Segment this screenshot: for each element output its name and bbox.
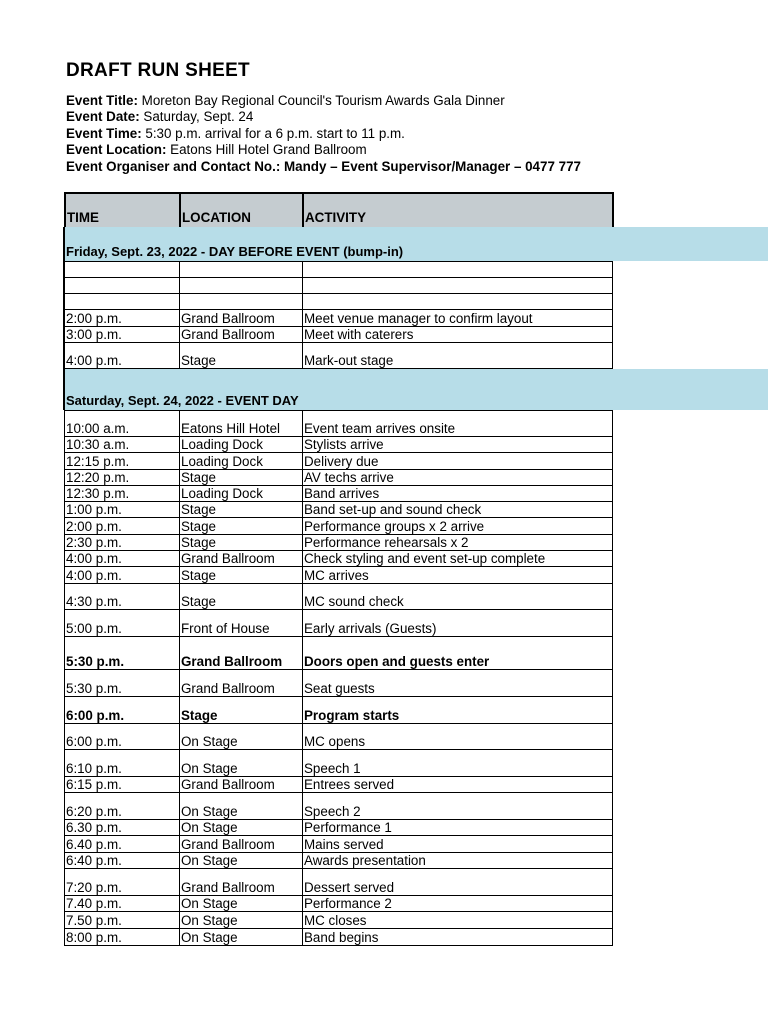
cell-location: On Stage <box>180 793 303 820</box>
schedule-row <box>65 502 613 518</box>
cell-time: 6:00 p.m. <box>65 724 180 750</box>
schedule-row <box>65 836 613 853</box>
cell-location: Grand Ballroom <box>180 777 303 793</box>
schedule-row <box>65 820 613 836</box>
cell-time: 8:00 p.m. <box>65 929 180 946</box>
schedule-row <box>65 670 613 697</box>
section-heading-saturday <box>64 369 768 410</box>
section-heading-friday-text: Friday, Sept. 23, 2022 - DAY BEFORE EVENT (bump-in) <box>66 244 404 259</box>
schedule-row <box>65 551 613 567</box>
saturday-schedule-table <box>64 410 613 946</box>
cell-activity: MC arrives <box>303 567 613 584</box>
cell-activity: Band set-up and sound check <box>303 502 613 518</box>
event-organiser-line <box>66 159 581 175</box>
cell-time: 5:30 p.m. <box>65 670 180 697</box>
cell-location: Stage <box>180 697 303 724</box>
cell-location: On Stage <box>180 929 303 946</box>
cell-time: 7:20 p.m. <box>65 869 180 896</box>
schedule-row <box>65 584 613 610</box>
event-date-line <box>66 109 581 125</box>
cell-location: Stage <box>180 518 303 535</box>
schedule-row <box>65 411 613 437</box>
event-title-label: Event Title: <box>66 93 138 108</box>
schedule-row <box>65 869 613 896</box>
cell-activity <box>303 294 613 310</box>
cell-activity: Meet with caterers <box>303 327 613 343</box>
cell-time: 6:20 p.m. <box>65 793 180 820</box>
schedule-row <box>65 929 613 946</box>
cell-time: 12:15 p.m. <box>65 453 180 470</box>
cell-time: 5:30 p.m. <box>65 637 180 670</box>
cell-location <box>180 262 303 278</box>
cell-activity: Performance rehearsals x 2 <box>303 535 613 551</box>
cell-location: Eatons Hill Hotel <box>180 411 303 437</box>
cell-activity: Awards presentation <box>303 853 613 869</box>
cell-time: 6:15 p.m. <box>65 777 180 793</box>
schedule-row <box>65 518 613 535</box>
column-header-time: TIME <box>65 193 180 228</box>
schedule-row <box>65 453 613 470</box>
run-sheet-header <box>64 192 614 229</box>
cell-location: Loading Dock <box>180 453 303 470</box>
schedule-row <box>65 777 613 793</box>
cell-time: 2:30 p.m. <box>65 535 180 551</box>
cell-time: 2:00 p.m. <box>65 518 180 535</box>
schedule-row <box>65 310 613 327</box>
cell-activity: Stylists arrive <box>303 437 613 453</box>
table-left-border <box>63 227 65 410</box>
cell-time: 4:30 p.m. <box>65 584 180 610</box>
cell-location: Loading Dock <box>180 437 303 453</box>
friday-schedule-table <box>64 261 613 369</box>
cell-location <box>180 278 303 294</box>
schedule-row <box>65 486 613 502</box>
cell-activity: Event team arrives onsite <box>303 411 613 437</box>
cell-time: 7.40 p.m. <box>65 896 180 912</box>
cell-location: Grand Ballroom <box>180 869 303 896</box>
cell-location: Grand Ballroom <box>180 327 303 343</box>
cell-time: 6.30 p.m. <box>65 820 180 836</box>
event-organiser-label: Event Organiser and Contact No.: Mandy – Event Supervisor/Manager – 0477 777 <box>66 158 581 174</box>
event-details <box>66 93 581 175</box>
schedule-row <box>65 896 613 912</box>
schedule-row <box>65 610 613 637</box>
schedule-row <box>65 437 613 453</box>
cell-location: On Stage <box>180 853 303 869</box>
page-title-text: DRAFT RUN SHEET <box>66 60 250 81</box>
cell-location: Grand Ballroom <box>180 551 303 567</box>
cell-activity: Seat guests <box>303 670 613 697</box>
column-header-location: LOCATION <box>180 193 303 228</box>
event-title-line <box>66 93 581 109</box>
cell-activity: Speech 2 <box>303 793 613 820</box>
cell-activity: Performance groups x 2 arrive <box>303 518 613 535</box>
cell-activity <box>303 278 613 294</box>
cell-activity: Dessert served <box>303 869 613 896</box>
section-heading-friday <box>64 227 768 261</box>
cell-time: 6:10 p.m. <box>65 750 180 777</box>
cell-location: On Stage <box>180 820 303 836</box>
cell-time: 12:20 p.m. <box>65 470 180 486</box>
cell-location: Stage <box>180 567 303 584</box>
cell-time: 12:30 p.m. <box>65 486 180 502</box>
event-date-label: Event Date: <box>66 109 140 125</box>
schedule-row <box>65 724 613 750</box>
cell-activity: Check styling and event set-up complete <box>303 551 613 567</box>
schedule-row <box>65 912 613 929</box>
cell-location: Stage <box>180 502 303 518</box>
cell-activity: Entrees served <box>303 777 613 793</box>
cell-location: Grand Ballroom <box>180 310 303 327</box>
cell-activity: Band arrives <box>303 486 613 502</box>
cell-activity: Mains served <box>303 836 613 853</box>
cell-activity: Doors open and guests enter <box>303 637 613 670</box>
schedule-row <box>65 697 613 724</box>
cell-activity: MC closes <box>303 912 613 929</box>
cell-location: On Stage <box>180 724 303 750</box>
cell-activity: Performance 1 <box>303 820 613 836</box>
schedule-row <box>65 278 613 294</box>
event-location-line <box>66 142 581 158</box>
section-heading-saturday-text: Saturday, Sept. 24, 2022 - EVENT DAY <box>66 393 299 408</box>
schedule-row <box>65 637 613 670</box>
cell-activity: Early arrivals (Guests) <box>303 610 613 637</box>
cell-time <box>65 278 180 294</box>
cell-location: Stage <box>180 584 303 610</box>
event-title-value: Moreton Bay Regional Council's Tourism Awards Gala Dinner <box>141 93 505 108</box>
schedule-row <box>65 793 613 820</box>
event-time-value: 5:30 p.m. arrival for a 6 p.m. start to 11 p.m. <box>145 125 405 141</box>
cell-activity: Program starts <box>303 697 613 724</box>
cell-time: 10:30 a.m. <box>65 437 180 453</box>
event-time-line <box>66 126 581 142</box>
cell-location: Stage <box>180 535 303 551</box>
cell-location: On Stage <box>180 750 303 777</box>
cell-activity: Speech 1 <box>303 750 613 777</box>
cell-time: 4:00 p.m. <box>65 567 180 584</box>
cell-location: Loading Dock <box>180 486 303 502</box>
cell-activity: Band begins <box>303 929 613 946</box>
cell-time: 1:00 p.m. <box>65 502 180 518</box>
event-time-label: Event Time: <box>66 125 142 141</box>
cell-time: 2:00 p.m. <box>65 310 180 327</box>
cell-location: Grand Ballroom <box>180 836 303 853</box>
cell-time: 5:00 p.m. <box>65 610 180 637</box>
cell-location: Stage <box>180 343 303 369</box>
cell-time: 7.50 p.m. <box>65 912 180 929</box>
cell-location <box>180 294 303 310</box>
cell-location: Stage <box>180 470 303 486</box>
cell-location: Grand Ballroom <box>180 670 303 697</box>
schedule-row <box>65 294 613 310</box>
cell-time: 6.40 p.m. <box>65 836 180 853</box>
schedule-row <box>65 750 613 777</box>
schedule-row <box>65 535 613 551</box>
cell-time: 4:00 p.m. <box>65 551 180 567</box>
cell-time: 3:00 p.m. <box>65 327 180 343</box>
cell-activity: MC sound check <box>303 584 613 610</box>
cell-activity: Performance 2 <box>303 896 613 912</box>
cell-activity <box>303 262 613 278</box>
cell-activity: Mark-out stage <box>303 343 613 369</box>
cell-activity: Meet venue manager to confirm layout <box>303 310 613 327</box>
cell-time <box>65 294 180 310</box>
cell-time: 4:00 p.m. <box>65 343 180 369</box>
page-title <box>66 55 466 83</box>
event-location-label: Event Location: <box>66 142 167 158</box>
cell-location: On Stage <box>180 896 303 912</box>
cell-time: 6:40 p.m. <box>65 853 180 869</box>
cell-activity: Delivery due <box>303 453 613 470</box>
cell-time: 6:00 p.m. <box>65 697 180 724</box>
schedule-row <box>65 262 613 278</box>
schedule-row <box>65 327 613 343</box>
cell-activity: MC opens <box>303 724 613 750</box>
event-date-value: Saturday, Sept. 24 <box>143 109 254 125</box>
cell-activity: AV techs arrive <box>303 470 613 486</box>
schedule-row <box>65 343 613 369</box>
schedule-row <box>65 470 613 486</box>
cell-time <box>65 262 180 278</box>
cell-location: Front of House <box>180 610 303 637</box>
cell-location: On Stage <box>180 912 303 929</box>
cell-time: 10:00 a.m. <box>65 411 180 437</box>
cell-location: Grand Ballroom <box>180 637 303 670</box>
event-location-value: Eatons Hill Hotel Grand Ballroom <box>170 142 367 158</box>
schedule-row <box>65 853 613 869</box>
schedule-row <box>65 567 613 584</box>
column-header-activity: ACTIVITY <box>303 193 613 228</box>
